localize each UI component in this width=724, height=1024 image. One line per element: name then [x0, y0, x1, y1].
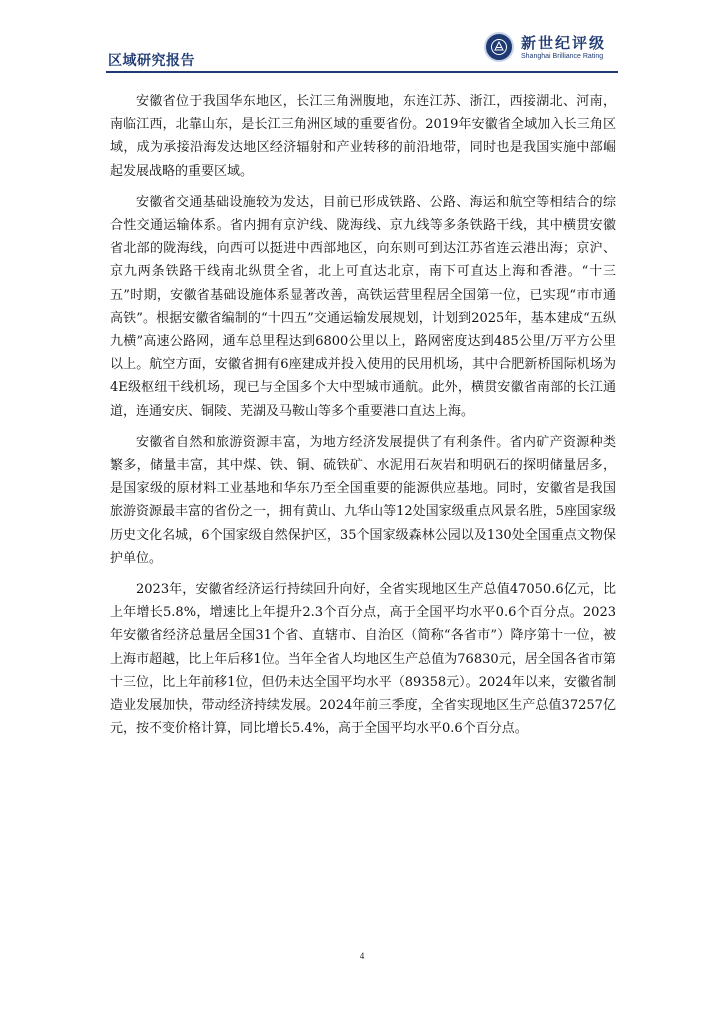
report-body [110, 90, 616, 748]
paragraph-transportation: 安徽省交通基础设施较为发达，目前已形成铁路、公路、海运和航空等相结合的综合性交通运输体系。省内拥有京沪线、陇海线、京九线等多条铁路干线，其中横贯安徽省北部的陇海线，向西可以挺进中西部地区，向东则可到达江苏省连云港出海；京沪、京九两条铁路干线南北纵贯全省，北上可直达北京，南下可直达上海和香港。“十三五”时期，安徽省基础设施体系显著改善，高铁运营里程居全国第一位，已实现“市市通高铁”。根据安徽省编制的“十四五”交通运输发展规划，计划到2025年，基本建成“五纵九横”高速公路网，通车总里程达到6800公里以上，路网密度达到485公里/万平方公里以上。航空方面，安徽省拥有6座建成并投入使用的民用机场，其中合肥新桥国际机场为4E级枢纽干线机场，现已与全国多个大中型城市通航。此外，横贯安徽省南部的长江通道，连通安庆、铜陵、芜湖及马鞍山等多个重要港口直达上海。 [110, 194, 616, 419]
header-divider [106, 71, 618, 73]
paragraph-economy: 2023年，安徽省经济运行持续回升向好，全省实现地区生产总值47050.6亿元，比上年增长5.8%，增速比上年提升2.3个百分点，高于全国平均水平0.6个百分点。2023年安徽省经济总量居全国31个省、直辖市、自治区（简称“各省市”）降序第十一位，被上海市超越，比上年后移1位。当年全省人均地区生产总值为76830元，居全国各省市第十三位，比上年前移1位，但仍未达全国平均水平（89358元）。2024年以来，安徽省制造业发展加快，带动经济持续发展。2024年前三季度，全省实现地区生产总值37257亿元，按不变价格计算，同比增长5.4%，高于全国平均水平0.6个百分点。 [110, 582, 616, 737]
logo-english-name: Shanghai Brilliance Rating [521, 52, 604, 60]
report-section-title: 区域研究报告 [108, 53, 195, 69]
paragraph-resources: 安徽省自然和旅游资源丰富，为地方经济发展提供了有利条件。省内矿产资源种类繁多，储量丰富，其中煤、铁、铜、硫铁矿、水泥用石灰岩和明矾石的探明储量居多，是国家级的原材料工业基地和华东乃至全国重要的能源供应基地。同时，安徽省是我国旅游资源最丰富的省份之一，拥有黄山、九华山等12处国家级重点风景名胜，5座国家级历史文化名城，6个国家级自然保护区，35个国家级森林公园以及130处全国重点文物保护单位。 [110, 434, 616, 566]
paragraph-location: 安徽省位于我国华东地区，长江三角洲腹地，东连江苏、浙江，西接湖北、河南，南临江西，北靠山东，是长江三角洲区域的重要省份。2019年安徽省全域加入长三角区域，成为承接沿海发达地区经济辐射和产业转移的前沿地带，同时也是我国实施中部崛起发展战略的重要区域。 [110, 94, 616, 179]
company-logo [484, 32, 606, 62]
rating-agency-emblem-icon [484, 32, 514, 62]
page-number: 4 [359, 951, 365, 961]
logo-chinese-name: 新世纪评级 [521, 33, 607, 52]
